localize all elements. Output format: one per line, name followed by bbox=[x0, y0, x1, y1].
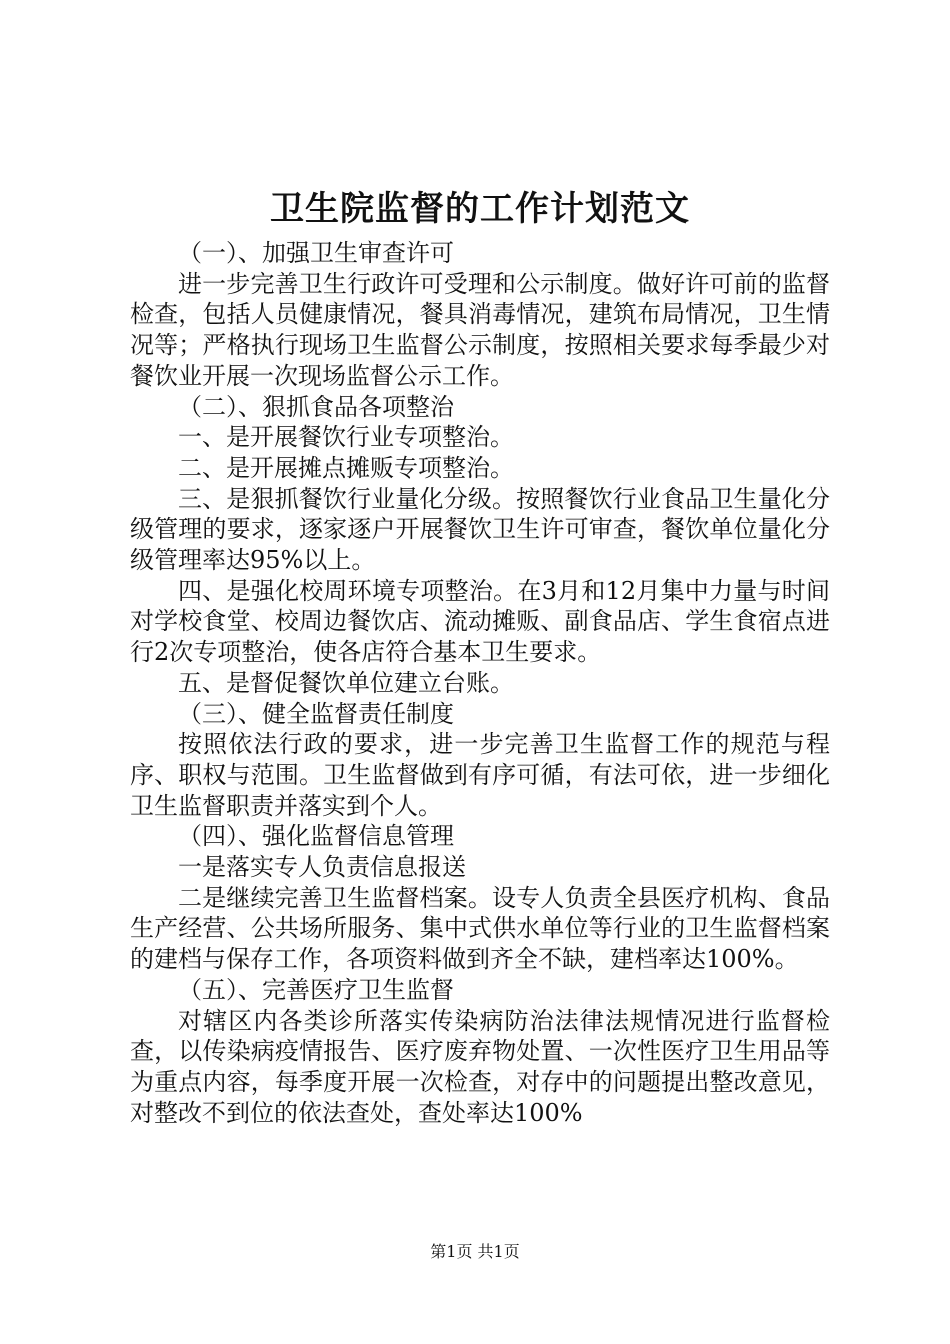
document-body bbox=[130, 180, 830, 1128]
page-number-footer: 第1页 共1页 bbox=[430, 1242, 520, 1261]
paragraph: 四、是强化校周环境专项整治。在3月和12月集中力量与时间对学校食堂、校周边餐饮店、流动摊贩、副食品店、学生食宿点进行2次专项整治，使各店符合基本卫生要求。 bbox=[130, 576, 830, 667]
paragraph: 二、是开展摊点摊贩专项整治。 bbox=[178, 453, 514, 482]
paragraph: 对辖区内各类诊所落实传染病防治法律法规情况进行监督检查，以传染病疫情报告、医疗废弃物处置、一次性医疗卫生用品等为重点内容，每季度开展一次检查，对存中的问题提出整改意见，对整改不到位的依法查处，查处率达100% bbox=[130, 1006, 830, 1127]
section-heading-1: （一）、加强卫生审查许可 bbox=[178, 239, 454, 267]
paragraph: 一、是开展餐饮行业专项整治。 bbox=[178, 423, 514, 452]
section-heading-2: （二）、狠抓食品各项整治 bbox=[178, 392, 454, 421]
paragraph: 一是落实专人负责信息报送 bbox=[178, 853, 466, 882]
paragraph: 二是继续完善卫生监督档案。设专人负责全县医疗机构、食品生产经营、公共场所服务、集中式供水单位等行业的卫生监督档案的建档与保存工作，各项资料做到齐全不缺，建档率达100%。 bbox=[130, 883, 830, 974]
section-heading-5: （五）、完善医疗卫生监督 bbox=[178, 975, 454, 1004]
section-heading-4: （四）、强化监督信息管理 bbox=[178, 822, 454, 851]
section-heading-3: （三）、健全监督责任制度 bbox=[178, 699, 454, 728]
paragraph: 三、是狠抓餐饮行业量化分级。按照餐饮行业食品卫生量化分级管理的要求，逐家逐户开展餐饮卫生许可审查，餐饮单位量化分级管理率达95%以上。 bbox=[130, 484, 830, 575]
document-title: 卫生院监督的工作计划范文 bbox=[270, 189, 690, 229]
paragraph: 五、是督促餐饮单位建立台账。 bbox=[178, 668, 514, 697]
paragraph: 按照依法行政的要求，进一步完善卫生监督工作的规范与程序、职权与范围。卫生监督做到有序可循，有法可依，进一步细化卫生监督职责并落实到个人。 bbox=[130, 730, 830, 820]
paragraph: 进一步完善卫生行政许可受理和公示制度。做好许可前的监督检查，包括人员健康情况，餐具消毒情况，建筑布局情况，卫生情况等；严格执行现场卫生监督公示制度，按照相关要求每季最少对餐饮业开展一次现场监督公示工作。 bbox=[130, 269, 830, 390]
